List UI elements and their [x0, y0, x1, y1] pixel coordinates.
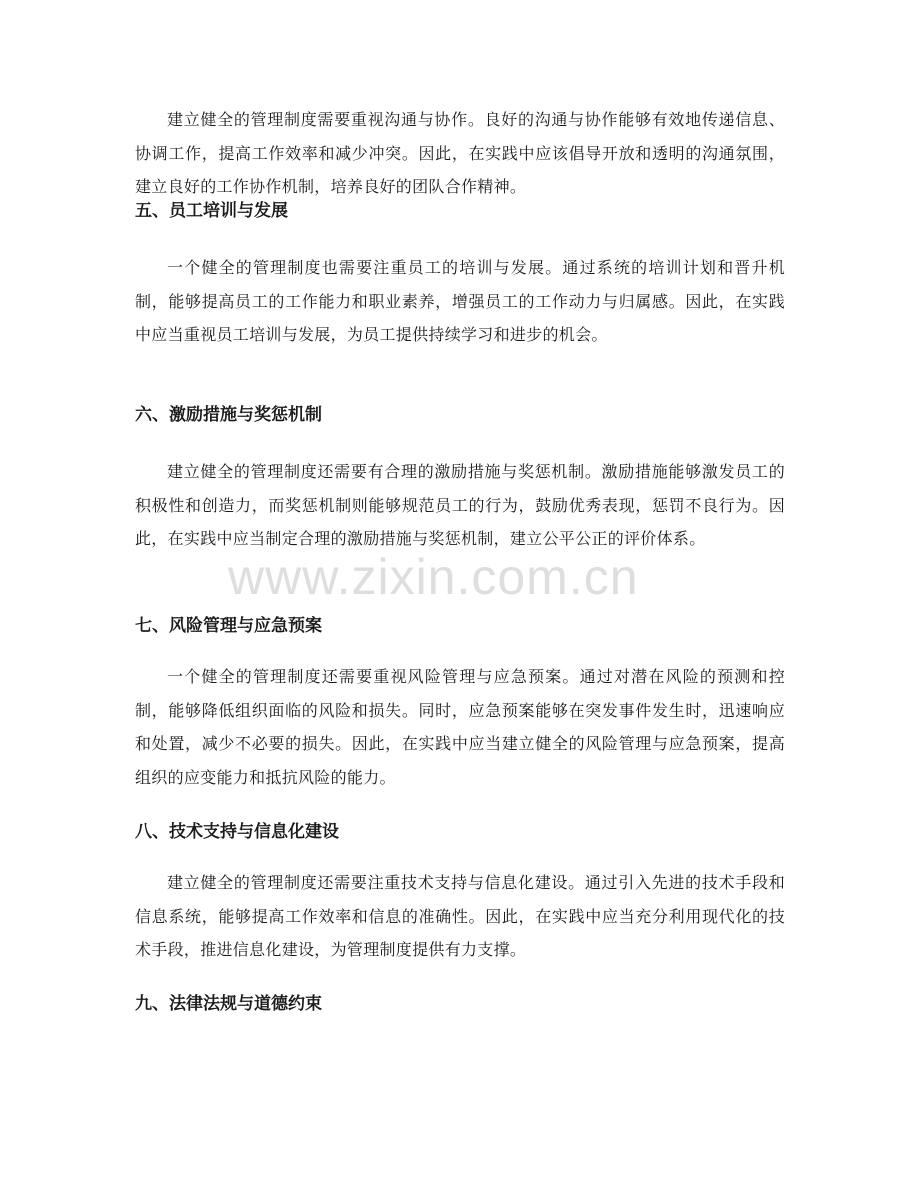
- watermark: www.zixin.com.cn: [228, 549, 639, 605]
- heading-incentives: 六、激励措施与奖惩机制: [135, 405, 322, 425]
- paragraph-incentives: 建立健全的管理制度还需要有合理的激励措施与奖惩机制。激励措施能够激发员工的积极性和创造力，而奖惩机制则能够规范员工的行为，鼓励优秀表现，惩罚不良行为。因此，在实践中应当制定合理的激励措施与奖惩机制，建立公平公正的评价体系。: [135, 462, 785, 548]
- heading-law-ethics: 九、法律法规与道德约束: [135, 994, 322, 1014]
- paragraph-communication: 建立健全的管理制度需要重视沟通与协作。良好的沟通与协作能够有效地传递信息、协调工作，提高工作效率和减少冲突。因此，在实践中应该倡导开放和透明的沟通氛围，建立良好的工作协作机制，培养良好的团队合作精神。: [135, 110, 785, 196]
- paragraph-employee-training: 一个健全的管理制度也需要注重员工的培训与发展。通过系统的培训计划和晋升机制，能够提高员工的工作能力和职业素养，增强员工的工作动力与归属感。因此，在实践中应当重视员工培训与发展，为员工提供持续学习和进步的机会。: [135, 258, 785, 344]
- paragraph-technology-support: 建立健全的管理制度还需要注重技术支持与信息化建设。通过引入先进的技术手段和信息系统，能够提高工作效率和信息的准确性。因此，在实践中应当充分利用现代化的技术手段，推进信息化建设，为管理制度提供有力支撑。: [135, 873, 785, 959]
- heading-risk-management: 七、风险管理与应急预案: [135, 616, 322, 636]
- heading-technology-support: 八、技术支持与信息化建设: [135, 822, 339, 842]
- heading-employee-training: 五、员工培训与发展: [135, 201, 288, 221]
- paragraph-risk-management: 一个健全的管理制度还需要重视风险管理与应急预案。通过对潜在风险的预测和控制，能够降低组织面临的风险和损失。同时，应急预案能够在突发事件发生时，迅速响应和处置，减少不必要的损失。因此，在实践中应当建立健全的风险管理与应急预案，提高组织的应变能力和抵抗风险的能力。: [135, 667, 785, 787]
